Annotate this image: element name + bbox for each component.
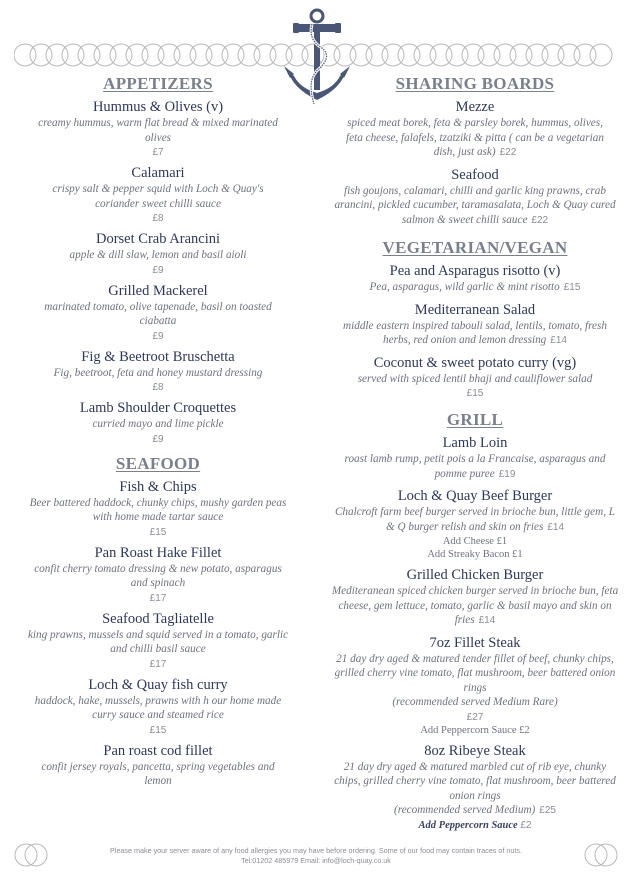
menu-item [330,301,620,349]
dish-price: £25 [539,805,556,816]
dish-description: roast lamb rump, petit pois a la Francaise, asparagus and pomme puree £19 [344,453,606,480]
dish-description: fish goujons, calamari, chilli and garlic king prawns, crab arancini, pickled cucumber, taramasalata, Loch & Quay cured salmon & sweet chilli sauce £22 [334,184,616,226]
dish-description: haddock, hake, mussels, prawns with h our home made curry sauce and steamed rice [34,694,282,721]
dish-name: Lamb Loin [442,435,508,451]
menu-item [0,610,316,671]
dish-price: £8 [152,213,164,224]
dish-description: Mediteranean spiced chicken burger served in brioche bun, feta cheese, gem lettuce, tomato, garlic & basil mayo and skin on fries £14 [331,585,619,626]
menu-item [0,544,316,605]
section-title: GRILL [446,410,504,429]
dish-description: apple & dill slaw, lemon and basil aioli [69,249,247,261]
dish-name: Hummus & Olives (v) [92,99,224,115]
dish-price: £14 [478,615,496,626]
section-grill [330,410,620,832]
section-seafood [0,454,316,789]
dish-name: Coconut & sweet potato curry (vg) [373,354,577,371]
dish-name: Mediterranean Salad [414,301,536,318]
dish-name: Calamari [131,165,185,181]
contact-info: Tel:01202 485979 Email: info@loch-quay.co.uk [241,856,391,865]
dish-note: (recommended served Medium Rare) [392,696,558,708]
dish-description: confit jersey royals, pancetta, spring vegetables and lemon [41,760,275,787]
addon-option: Add Peppercorn Sauce £2 [418,819,532,831]
dish-name: Loch & Quay Beef Burger [397,488,553,504]
dish-price: £15 [149,526,167,538]
menu-item [330,434,620,482]
menu-item [0,230,316,277]
dish-description: spiced meat borek, feta & parsley borek, hummus, olives, feta cheese, falafels, tzatziki & pitta ( can be a vegetarian dish, just ask) £22 [346,117,604,158]
dish-price: £19 [498,468,516,480]
menu-item [0,282,316,343]
dish-name: 7oz Fillet Steak [429,634,521,651]
dish-name: Grilled Mackerel [108,282,208,299]
right-column [330,74,620,837]
addon-option: Add Streaky Bacon £1 [427,549,523,560]
dish-name: Loch & Quay fish curry [88,676,228,693]
dish-description: confit cherry tomato dressing & new potato, asparagus and spinach [34,562,282,589]
menu-item [330,566,620,629]
dish-name: Fig & Beetroot Bruschetta [81,348,235,365]
dish-price: £15 [149,724,167,736]
left-column [0,74,316,794]
dish-description: crispy salt & pepper squid with Loch & Quay's coriander sweet chilli sauce [52,183,264,210]
dish-note: (recommended served Medium) £25 [394,804,556,816]
dish-name: Fish & Chips [119,478,197,495]
allergy-notice: Please make your server aware of any food allergies you may have before ordering. Some of our food may contain traces of nuts. [110,846,522,855]
menu-item [330,634,620,737]
dish-price: £8 [152,382,164,393]
dish-name: Pan Roast Hake Fillet [94,544,222,561]
dish-price: £15 [466,388,484,399]
dish-description: 21 day dry aged & matured tender fillet of beef, chunky chips, grilled cherry vine tomato, flat mushroom, beer battered onion rings [334,652,616,694]
dish-name: Seafood [451,166,499,183]
dish-description: Fig, beetroot, feta and honey mustard dressing [53,366,263,379]
menu-item [330,487,620,561]
dish-price: £17 [149,592,167,604]
dish-name: Lamb Shoulder Croquettes [79,400,237,416]
section-sharing-boards [330,74,620,228]
section-title: APPETIZERS [103,74,213,93]
dish-name: Dorset Crab Arancini [95,231,221,247]
dish-price: £7 [152,147,164,158]
section-title: SHARING BOARDS [395,74,555,93]
dish-description: creamy hummus, warm flat bread & mixed marinated olives [38,117,278,144]
menu-item [0,676,316,737]
menu-item [0,399,316,446]
section-appetizers [0,74,316,446]
addon-option: Add Cheese £1 [442,536,508,547]
dish-name: Seafood Tagliatelle [102,610,214,627]
dish-description: Pea, asparagus, wild garlic & mint risotto £15 [369,281,581,293]
dish-name: Pan roast cod fillet [103,742,213,759]
menu-item [330,354,620,401]
dish-name: Mezze [455,99,495,115]
dish-price: £9 [152,330,164,342]
dish-description: 21 day dry aged & matured marbled cut of rib eye, chunky chips, grilled cherry vine tomato, flat mushroom, beer battered onion rings [334,760,616,802]
menu-item [0,98,316,159]
dish-description: king prawns, mussels and squid served in a tomato, garlic and chilli basil sauce [27,628,289,655]
menu-item [330,742,620,832]
section-vegetarian-vegan [330,238,620,400]
dish-price: £17 [149,658,167,670]
dish-price: £22 [499,147,517,158]
dish-price: £9 [152,433,164,445]
dish-description: Beer battered haddock, chunky chips, mushy garden peas with home made tartar sauce [29,496,287,523]
menu-item [330,166,620,229]
dish-name: Pea and Asparagus risotto (v) [389,263,561,279]
menu-item [0,348,316,395]
menu-item [0,478,316,539]
addon-option: Add Peppercorn Sauce £2 [420,724,530,736]
dish-price: £27 [466,711,484,723]
menu-item [330,262,620,296]
dish-price: £14 [550,335,567,346]
dish-description: curried mayo and lime pickle [92,418,224,430]
dish-price: £14 [547,521,565,533]
menu-item [330,98,620,161]
dish-price: £15 [563,282,581,293]
section-title: VEGETARIAN/VEGAN [382,238,568,257]
section-title: SEAFOOD [115,453,201,473]
menu-item [0,164,316,225]
dish-price: £22 [531,214,549,226]
dish-price: £9 [152,264,164,276]
dish-name: Grilled Chicken Burger [406,567,544,583]
dish-description: marinated tomato, olive tapenade, basil on toasted ciabatta [44,300,272,327]
dish-name: 8oz Ribeye Steak [424,742,526,759]
dish-description: middle eastern inspired tabouli salad, lentils, tomato, fresh herbs, red onion and lemon dressing £14 [343,319,607,346]
menu-item [0,742,316,789]
dish-description: served with spiced lentil bhaji and cauliflower salad [357,372,593,385]
dish-description: Chalcroft farm beef burger served in brioche bun, little gem, L & Q burger relish and skin on fries £14 [334,506,616,533]
allergy-footer [0,846,632,866]
